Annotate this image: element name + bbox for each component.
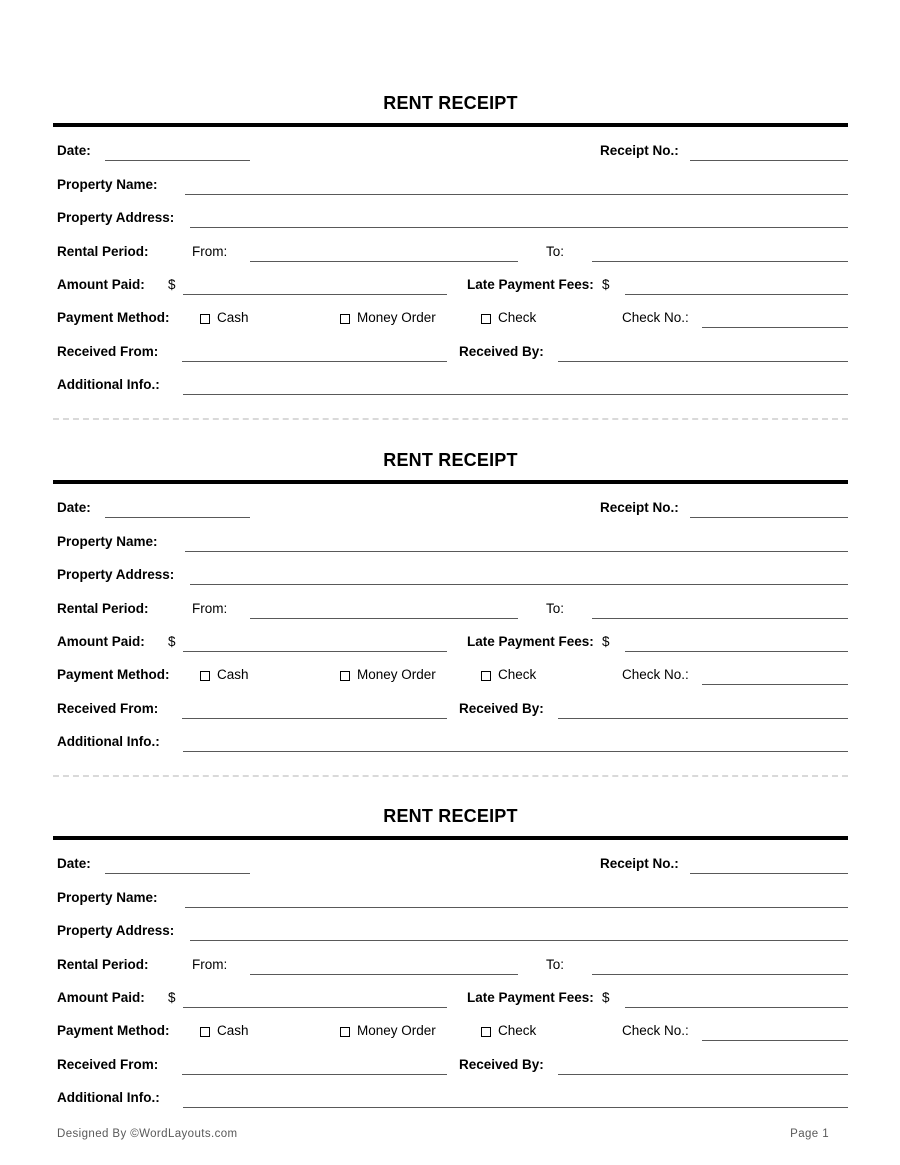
rental-to-field-line[interactable] <box>592 618 848 619</box>
received-from-field-line[interactable] <box>182 718 447 719</box>
to-label: To: <box>546 956 565 972</box>
cash-checkbox[interactable] <box>200 1027 210 1037</box>
date-label: Date: <box>57 143 91 159</box>
money-order-label: Money Order <box>357 667 436 683</box>
receipt-title: RENT RECEIPT <box>383 93 518 113</box>
section-separator <box>53 418 848 420</box>
rental-to-field-line[interactable] <box>592 261 848 262</box>
check-label: Check <box>498 1023 537 1039</box>
money-order-option <box>340 667 481 686</box>
received-from-field-line[interactable] <box>182 361 447 362</box>
check-no-label: Check No.: <box>622 1023 689 1039</box>
additional-info-field-line[interactable] <box>183 1107 848 1108</box>
payment-method-label: Payment Method: <box>57 310 170 326</box>
money-order-option <box>340 1023 481 1042</box>
amount-paid-row <box>53 263 848 296</box>
rental-period-label: Rental Period: <box>57 600 149 616</box>
late-payment-fees-label: Late Payment Fees: <box>467 276 594 292</box>
received-from-label: Received From: <box>57 700 159 716</box>
cash-option <box>200 1023 340 1042</box>
additional-info-row <box>53 363 848 396</box>
from-label: From: <box>192 600 228 616</box>
receipt-no-field-line[interactable] <box>690 517 848 518</box>
property-name-row <box>53 162 848 195</box>
property-name-field-line[interactable] <box>185 551 848 552</box>
check-checkbox[interactable] <box>481 1027 491 1037</box>
property-name-field-line[interactable] <box>185 194 848 195</box>
money-order-checkbox[interactable] <box>340 1027 350 1037</box>
late-fees-currency-sign: $ <box>602 989 610 1005</box>
received-by-label: Received By: <box>459 1056 544 1072</box>
received-by-label: Received By: <box>459 700 544 716</box>
date-row <box>53 129 848 162</box>
check-no-label: Check No.: <box>622 310 689 326</box>
payment-method-row <box>53 1009 848 1042</box>
additional-info-field-line[interactable] <box>183 394 848 395</box>
amount-paid-label: Amount Paid: <box>57 989 145 1005</box>
to-label: To: <box>546 600 565 616</box>
property-address-field-line[interactable] <box>190 227 848 228</box>
additional-info-row <box>53 1076 848 1109</box>
from-label: From: <box>192 956 228 972</box>
rental-period-label: Rental Period: <box>57 243 149 259</box>
amount-paid-field-line[interactable] <box>183 1007 447 1008</box>
property-address-row <box>53 909 848 942</box>
received-row <box>53 329 848 362</box>
amount-currency-sign: $ <box>168 989 176 1005</box>
money-order-checkbox[interactable] <box>340 671 350 681</box>
check-label: Check <box>498 310 537 326</box>
check-checkbox[interactable] <box>481 671 491 681</box>
late-fees-currency-sign: $ <box>602 276 610 292</box>
property-address-label: Property Address: <box>57 210 175 226</box>
check-option <box>481 310 622 329</box>
cash-option <box>200 667 340 686</box>
amount-paid-label: Amount Paid: <box>57 276 145 292</box>
amount-paid-row <box>53 620 848 653</box>
rental-from-field-line[interactable] <box>250 974 518 975</box>
property-name-row <box>53 875 848 908</box>
date-field-line[interactable] <box>105 873 250 874</box>
amount-paid-field-line[interactable] <box>183 651 447 652</box>
property-name-row <box>53 519 848 552</box>
receipt-title: RENT RECEIPT <box>383 806 518 826</box>
receipt-no-label: Receipt No.: <box>600 500 679 516</box>
date-field-line[interactable] <box>105 160 250 161</box>
receipt-section-2 <box>53 450 848 753</box>
property-address-label: Property Address: <box>57 567 175 583</box>
received-by-field-line[interactable] <box>558 1074 848 1075</box>
check-no-label: Check No.: <box>622 667 689 683</box>
check-option <box>481 667 622 686</box>
check-no-field-line[interactable] <box>702 1040 848 1041</box>
date-label: Date: <box>57 500 91 516</box>
receipt-fields <box>53 129 848 396</box>
rental-period-label: Rental Period: <box>57 956 149 972</box>
property-name-label: Property Name: <box>57 176 158 192</box>
money-order-label: Money Order <box>357 1023 436 1039</box>
date-label: Date: <box>57 856 91 872</box>
receipt-section-1 <box>53 93 848 396</box>
additional-info-field-line[interactable] <box>183 751 848 752</box>
cash-checkbox[interactable] <box>200 671 210 681</box>
check-no-field-line[interactable] <box>702 684 848 685</box>
payment-method-label: Payment Method: <box>57 667 170 683</box>
rental-period-row <box>53 942 848 975</box>
footer-credit: Designed By ©WordLayouts.com <box>57 1128 238 1140</box>
property-name-label: Property Name: <box>57 889 158 905</box>
late-fees-currency-sign: $ <box>602 633 610 649</box>
check-checkbox[interactable] <box>481 314 491 324</box>
received-from-label: Received From: <box>57 343 159 359</box>
money-order-option <box>340 310 481 329</box>
amount-currency-sign: $ <box>168 633 176 649</box>
additional-info-label: Additional Info.: <box>57 377 160 393</box>
received-by-label: Received By: <box>459 343 544 359</box>
late-payment-fees-label: Late Payment Fees: <box>467 989 594 1005</box>
received-row <box>53 686 848 719</box>
section-separator <box>53 775 848 777</box>
rental-from-field-line[interactable] <box>250 618 518 619</box>
additional-info-label: Additional Info.: <box>57 734 160 750</box>
receipt-section-3 <box>53 806 848 1109</box>
received-by-field-line[interactable] <box>558 718 848 719</box>
property-address-field-line[interactable] <box>190 584 848 585</box>
receipt-no-field-line[interactable] <box>690 160 848 161</box>
additional-info-row <box>53 720 848 753</box>
title-rule <box>53 123 848 127</box>
property-address-label: Property Address: <box>57 923 175 939</box>
check-option <box>481 1023 622 1042</box>
to-label: To: <box>546 243 565 259</box>
check-no-field-line[interactable] <box>702 327 848 328</box>
receipt-no-field-line[interactable] <box>690 873 848 874</box>
amount-paid-row <box>53 976 848 1009</box>
date-row <box>53 842 848 875</box>
page-number: Page 1 <box>790 1128 829 1140</box>
money-order-checkbox[interactable] <box>340 314 350 324</box>
check-label: Check <box>498 667 537 683</box>
receipt-no-label: Receipt No.: <box>600 856 679 872</box>
date-field-line[interactable] <box>105 517 250 518</box>
property-name-field-line[interactable] <box>185 907 848 908</box>
page-footer <box>57 1127 829 1141</box>
receipt-no-label: Receipt No.: <box>600 143 679 159</box>
property-name-label: Property Name: <box>57 533 158 549</box>
title-rule <box>53 836 848 840</box>
amount-paid-label: Amount Paid: <box>57 633 145 649</box>
title-rule <box>53 480 848 484</box>
property-address-row <box>53 553 848 586</box>
payment-method-row <box>53 653 848 686</box>
cash-checkbox[interactable] <box>200 314 210 324</box>
payment-method-label: Payment Method: <box>57 1023 170 1039</box>
receipt-fields <box>53 842 848 1109</box>
late-payment-fees-field-line[interactable] <box>625 1007 848 1008</box>
date-row <box>53 486 848 519</box>
property-address-field-line[interactable] <box>190 940 848 941</box>
cash-label: Cash <box>217 1023 249 1039</box>
payment-method-row <box>53 296 848 329</box>
late-payment-fees-field-line[interactable] <box>625 294 848 295</box>
additional-info-label: Additional Info.: <box>57 1090 160 1106</box>
cash-option <box>200 310 340 329</box>
rental-period-row <box>53 229 848 262</box>
property-address-row <box>53 196 848 229</box>
received-by-field-line[interactable] <box>558 361 848 362</box>
money-order-label: Money Order <box>357 310 436 326</box>
amount-currency-sign: $ <box>168 276 176 292</box>
received-row <box>53 1042 848 1075</box>
rental-from-field-line[interactable] <box>250 261 518 262</box>
cash-label: Cash <box>217 310 249 326</box>
receipt-fields <box>53 486 848 753</box>
cash-label: Cash <box>217 667 249 683</box>
late-payment-fees-label: Late Payment Fees: <box>467 633 594 649</box>
receipt-title: RENT RECEIPT <box>383 450 518 470</box>
late-payment-fees-field-line[interactable] <box>625 651 848 652</box>
rental-period-row <box>53 586 848 619</box>
rental-to-field-line[interactable] <box>592 974 848 975</box>
received-from-field-line[interactable] <box>182 1074 447 1075</box>
from-label: From: <box>192 243 228 259</box>
amount-paid-field-line[interactable] <box>183 294 447 295</box>
received-from-label: Received From: <box>57 1056 159 1072</box>
